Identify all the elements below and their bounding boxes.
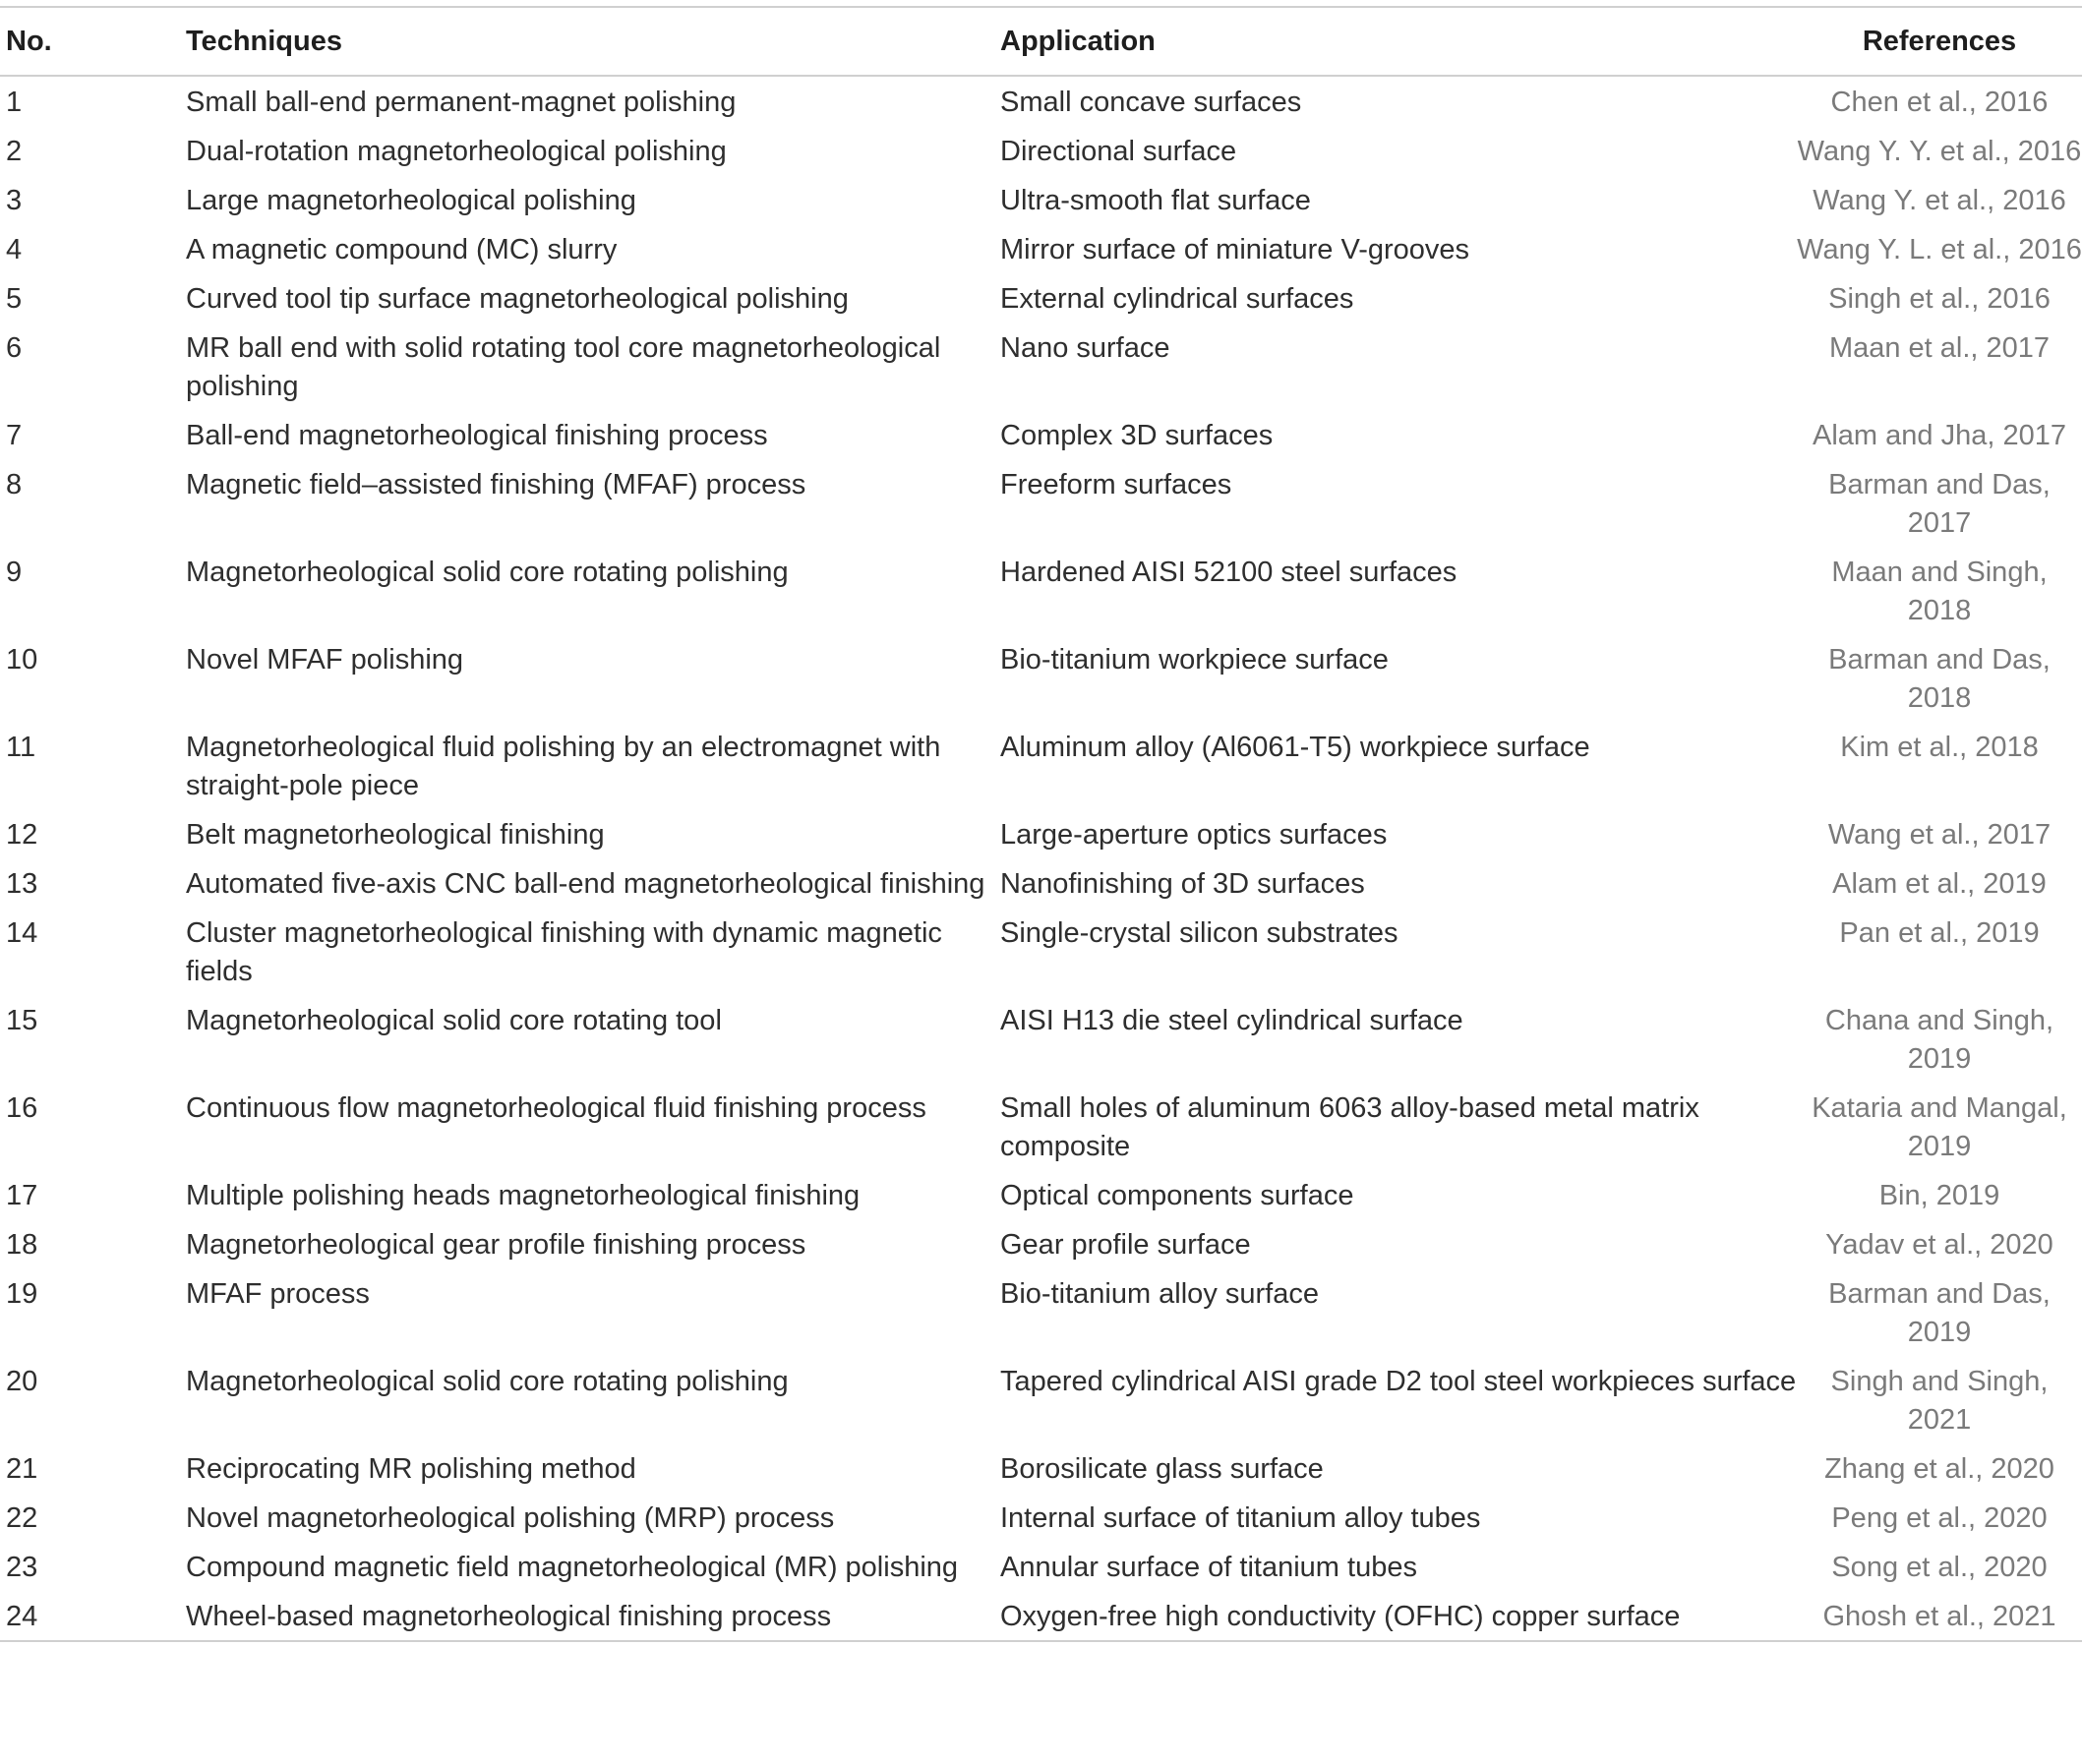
cell-application: Single-crystal silicon substrates — [1000, 917, 1398, 949]
cell-application: Nano surface — [1000, 332, 1170, 364]
cell-application: Internal surface of titanium alloy tubes — [1000, 1502, 1481, 1534]
table-row — [0, 410, 2082, 459]
cell-application: Complex 3D surfaces — [1000, 420, 1274, 451]
cell-application: Ultra-smooth flat surface — [1000, 185, 1311, 216]
cell-reference: Singh and Singh, 2021 — [1830, 1366, 2049, 1436]
table-row — [0, 1443, 2082, 1493]
cell-reference: Yadav et al., 2020 — [1825, 1229, 2053, 1261]
cell-no: 4 — [6, 234, 23, 265]
table-row — [0, 809, 2082, 858]
cell-no: 17 — [6, 1180, 38, 1211]
techniques-table — [0, 6, 2082, 1642]
cell-application: Freeform surfaces — [1000, 469, 1232, 500]
cell-reference: Wang et al., 2017 — [1827, 819, 2052, 851]
cell-no: 15 — [6, 1005, 38, 1036]
cell-application: Aluminum alloy (Al6061-T5) workpiece surface — [1000, 732, 1590, 763]
cell-application: Borosilicate glass surface — [1000, 1453, 1324, 1485]
cell-technique: Magnetorheological solid core rotating tool — [186, 1005, 722, 1036]
table-row — [0, 858, 2082, 908]
cell-no: 2 — [6, 136, 23, 167]
table-row — [0, 1591, 2082, 1641]
cell-reference: Chen et al., 2016 — [1830, 87, 2049, 118]
table-row — [0, 995, 2082, 1083]
table-header — [0, 7, 2082, 76]
cell-technique: Compound magnetic field magnetorheological (MR) polishing — [186, 1552, 959, 1583]
cell-no: 11 — [6, 732, 36, 763]
cell-application: Oxygen-free high conductivity (OFHC) copper surface — [1000, 1601, 1681, 1632]
cell-no: 14 — [6, 917, 38, 949]
cell-reference: Zhang et al., 2020 — [1824, 1453, 2054, 1485]
cell-technique: Automated five-axis CNC ball-end magnetorheological finishing — [186, 868, 985, 900]
cell-technique: Belt magnetorheological finishing — [186, 819, 605, 851]
table-row — [0, 273, 2082, 323]
cell-technique: Curved tool tip surface magnetorheological polishing — [186, 283, 849, 315]
cell-no: 19 — [6, 1278, 38, 1310]
cell-technique: Magnetorheological fluid polishing by an electromagnet with straight-pole piece — [186, 732, 941, 801]
cell-technique: Continuous flow magnetorheological fluid finishing process — [186, 1092, 926, 1124]
cell-no: 20 — [6, 1366, 38, 1397]
table-row — [0, 1542, 2082, 1591]
table-body — [0, 76, 2082, 1641]
cell-application: Gear profile surface — [1000, 1229, 1251, 1261]
cell-reference: Wang Y. Y. et al., 2016 — [1797, 136, 2082, 167]
cell-application: External cylindrical surfaces — [1000, 283, 1354, 315]
table-row — [0, 224, 2082, 273]
cell-technique: Cluster magnetorheological finishing with dynamic magnetic fields — [186, 917, 942, 987]
cell-application: Bio-titanium alloy surface — [1000, 1278, 1319, 1310]
table-row — [0, 1083, 2082, 1170]
cell-application: Directional surface — [1000, 136, 1237, 167]
cell-technique: Magnetorheological solid core rotating polishing — [186, 1366, 789, 1397]
table-row — [0, 1170, 2082, 1219]
cell-reference: Ghosh et al., 2021 — [1822, 1601, 2056, 1632]
cell-technique: A magnetic compound (MC) slurry — [186, 234, 618, 265]
table-row — [0, 547, 2082, 634]
cell-technique: Multiple polishing heads magnetorheological finishing — [186, 1180, 861, 1211]
cell-no: 24 — [6, 1601, 38, 1632]
cell-reference: Song et al., 2020 — [1831, 1552, 2048, 1583]
table-row — [0, 323, 2082, 410]
cell-no: 21 — [6, 1453, 38, 1485]
cell-no: 3 — [6, 185, 23, 216]
cell-no: 5 — [6, 283, 23, 315]
cell-technique: Reciprocating MR polishing method — [186, 1453, 636, 1485]
cell-technique: Small ball-end permanent-magnet polishing — [186, 87, 737, 118]
table-row — [0, 175, 2082, 224]
cell-no: 8 — [6, 469, 23, 500]
cell-no: 18 — [6, 1229, 38, 1261]
cell-no: 13 — [6, 868, 38, 900]
table-row — [0, 126, 2082, 175]
cell-technique: Large magnetorheological polishing — [186, 185, 636, 216]
cell-no: 6 — [6, 332, 23, 364]
cell-reference: Pan et al., 2019 — [1839, 917, 2040, 949]
cell-technique: MR ball end with solid rotating tool core magnetorheological polishing — [186, 332, 941, 402]
cell-no: 16 — [6, 1092, 38, 1124]
cell-application: Small holes of aluminum 6063 alloy-based metal matrix composite — [1000, 1092, 1699, 1162]
cell-reference: Kim et al., 2018 — [1840, 732, 2039, 763]
cell-reference: Barman and Das, 2017 — [1828, 469, 2051, 539]
cell-application: Nanofinishing of 3D surfaces — [1000, 868, 1365, 900]
cell-reference: Barman and Das, 2018 — [1828, 644, 2051, 714]
table-row — [0, 1219, 2082, 1268]
cell-reference: Alam et al., 2019 — [1832, 868, 2047, 900]
cell-no: 23 — [6, 1552, 38, 1583]
cell-application: Bio-titanium workpiece surface — [1000, 644, 1389, 676]
cell-reference: Barman and Das, 2019 — [1828, 1278, 2051, 1348]
cell-technique: Novel MFAF polishing — [186, 644, 464, 676]
table-row — [0, 634, 2082, 722]
cell-reference: Maan et al., 2017 — [1828, 332, 2051, 364]
cell-technique: MFAF process — [186, 1278, 370, 1310]
header-references: References — [1862, 25, 2017, 57]
table-row — [0, 1493, 2082, 1542]
cell-no: 7 — [6, 420, 23, 451]
cell-technique: Magnetorheological solid core rotating polishing — [186, 557, 789, 588]
cell-technique: Wheel-based magnetorheological finishing process — [186, 1601, 832, 1632]
cell-reference: Bin, 2019 — [1878, 1180, 2000, 1211]
header-techniques: Techniques — [186, 25, 342, 57]
cell-reference: Singh et al., 2016 — [1828, 283, 2051, 315]
table-row — [0, 722, 2082, 809]
table-row — [0, 1356, 2082, 1443]
cell-technique: Novel magnetorheological polishing (MRP) process — [186, 1502, 835, 1534]
cell-application: Optical components surface — [1000, 1180, 1354, 1211]
cell-technique: Magnetic field–assisted finishing (MFAF) process — [186, 469, 806, 500]
cell-technique: Ball-end magnetorheological finishing process — [186, 420, 768, 451]
cell-no: 10 — [6, 644, 38, 676]
table-row — [0, 459, 2082, 547]
cell-no: 9 — [6, 557, 23, 588]
table-row — [0, 1268, 2082, 1356]
cell-application: Annular surface of titanium tubes — [1000, 1552, 1417, 1583]
cell-no: 12 — [6, 819, 38, 851]
cell-no: 1 — [6, 87, 23, 118]
cell-reference: Kataria and Mangal, 2019 — [1812, 1092, 2067, 1162]
cell-reference: Chana and Singh, 2019 — [1824, 1005, 2054, 1075]
table-row — [0, 76, 2082, 126]
cell-reference: Alam and Jha, 2017 — [1813, 420, 2066, 451]
cell-application: AISI H13 die steel cylindrical surface — [1000, 1005, 1463, 1036]
cell-application: Tapered cylindrical AISI grade D2 tool steel workpieces surface — [1000, 1366, 1797, 1397]
header-no: No. — [6, 25, 52, 57]
cell-application: Small concave surfaces — [1000, 87, 1302, 118]
cell-technique: Dual-rotation magnetorheological polishing — [186, 136, 727, 167]
header-application: Application — [1000, 25, 1156, 57]
header-row — [0, 7, 2082, 76]
table-row — [0, 908, 2082, 995]
cell-reference: Peng et al., 2020 — [1831, 1502, 2048, 1534]
cell-application: Mirror surface of miniature V-grooves — [1000, 234, 1470, 265]
cell-application: Large-aperture optics surfaces — [1000, 819, 1388, 851]
cell-technique: Magnetorheological gear profile finishing process — [186, 1229, 806, 1261]
cell-no: 22 — [6, 1502, 38, 1534]
cell-reference: Maan and Singh, 2018 — [1831, 557, 2048, 626]
cell-reference: Wang Y. L. et al., 2016 — [1797, 234, 2082, 265]
cell-reference: Wang Y. et al., 2016 — [1813, 185, 2066, 216]
cell-application: Hardened AISI 52100 steel surfaces — [1000, 557, 1457, 588]
